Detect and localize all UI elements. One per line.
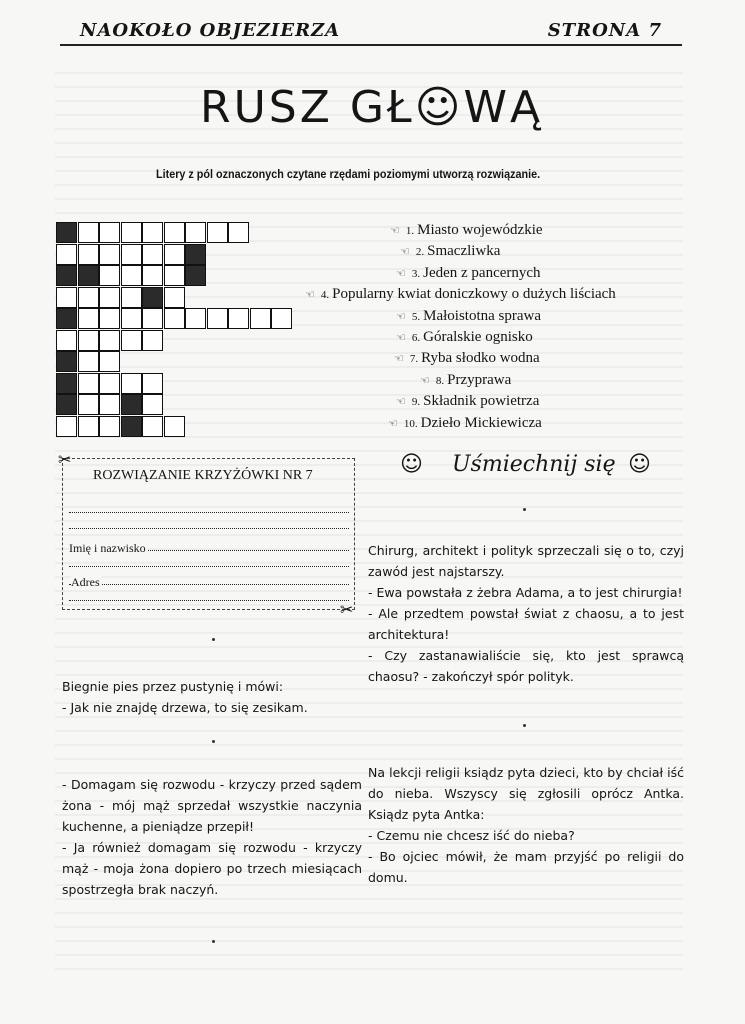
crossword-cell[interactable] xyxy=(56,308,77,329)
clue-text: Góralskie ognisko xyxy=(423,329,533,345)
separator-dot xyxy=(523,724,526,727)
pointing-hand-icon: ☜ xyxy=(388,417,398,430)
crossword-cell[interactable] xyxy=(56,416,77,437)
address-line[interactable] xyxy=(69,583,349,585)
crossword-cell[interactable] xyxy=(78,287,99,308)
crossword-cell[interactable] xyxy=(121,394,142,415)
pointing-hand-icon: ☜ xyxy=(400,246,410,259)
crossword-cell[interactable] xyxy=(142,222,163,243)
separator-dot xyxy=(212,940,215,943)
crossword-cell[interactable] xyxy=(78,351,99,372)
crossword-cell[interactable] xyxy=(228,308,249,329)
crossword-cell[interactable] xyxy=(164,244,185,265)
clue-item xyxy=(394,350,540,367)
joke-religia xyxy=(368,762,684,888)
smiley-icon-right: ☺ xyxy=(628,452,651,477)
pointing-hand-icon: ☜ xyxy=(305,289,315,302)
clue-item xyxy=(400,243,500,260)
crossword-cell[interactable] xyxy=(185,308,206,329)
crossword-instructions: Litery z pól oznaczonych czytane rzędami poziomymi utworzą rozwiązanie. xyxy=(156,167,541,181)
separator-dot xyxy=(212,740,215,743)
clue-text: Małoistotna sprawa xyxy=(423,307,542,324)
clue-number: 2. xyxy=(415,246,425,259)
joke-line: - Czemu nie chcesz iść do nieba? xyxy=(368,828,575,843)
clue-text: Ryba słodko wodna xyxy=(421,350,540,367)
clue-item xyxy=(305,286,616,303)
crossword-cell[interactable] xyxy=(99,308,120,329)
joke-line: - Ale przedtem powstał świat z chaosu, a to jest architektura! xyxy=(368,606,684,642)
crossword-cell[interactable] xyxy=(56,394,77,415)
publication-title: NAOKOŁO OBJEZIERZA xyxy=(80,20,341,41)
clue-number: 7. xyxy=(409,353,419,366)
joke-line: - Czy zastanawialiście się, kto jest sprawcą chaosu? - zakończył spór polityk. xyxy=(368,648,684,684)
joke-line: Biegnie pies przez pustynię i mówi: xyxy=(62,679,284,694)
crossword-cell[interactable] xyxy=(142,265,163,286)
crossword-cell[interactable] xyxy=(78,373,99,394)
smiley-icon-left: ☺ xyxy=(400,452,423,477)
clue-item xyxy=(388,415,542,432)
crossword-cell[interactable] xyxy=(142,330,163,351)
crossword-cell[interactable] xyxy=(78,394,99,415)
crossword-cell[interactable] xyxy=(121,416,142,437)
page-title: RUSZ GŁ☺WĄ xyxy=(200,82,544,133)
crossword-cell[interactable] xyxy=(142,287,163,308)
address-line-2[interactable] xyxy=(69,599,349,601)
crossword-cell[interactable] xyxy=(56,373,77,394)
clue-number: 6. xyxy=(411,332,421,344)
crossword-cell[interactable] xyxy=(56,330,77,351)
clue-text: Dzieło Mickiewicza xyxy=(420,414,542,431)
clue-number: 5. xyxy=(411,310,421,323)
joke-line: - Bo ojciec mówił, że mam przyjść po religii do domu. xyxy=(368,849,684,885)
clue-item xyxy=(396,265,541,282)
crossword-cell[interactable] xyxy=(121,222,142,243)
crossword-cell[interactable] xyxy=(121,244,142,265)
joke-rozwod xyxy=(62,774,362,900)
page-number: STRONA 7 xyxy=(547,20,662,41)
crossword-cell[interactable] xyxy=(185,265,206,286)
jokes-heading: Uśmiechnij się xyxy=(452,452,616,477)
pointing-hand-icon: ☜ xyxy=(396,396,406,409)
clue-number: 3. xyxy=(411,267,421,280)
clue-item xyxy=(390,222,543,239)
joke-line: - Domagam się rozwodu - krzyczy przed sądem żona - mój mąż sprzedał wszystkie naczynia kuchenne, a pieniądze przepił! xyxy=(62,777,362,834)
crossword-cell[interactable] xyxy=(99,244,120,265)
clue-text: Przyprawa xyxy=(447,371,512,388)
joke-line: Chirurg, architekt i polityk sprzeczali się o to, czyj zawód jest najstarszy. xyxy=(368,543,684,579)
crossword-cell[interactable] xyxy=(99,416,120,437)
pointing-hand-icon: ☜ xyxy=(396,332,406,344)
joke-chirurg xyxy=(368,540,684,687)
crossword-cell[interactable] xyxy=(164,416,185,437)
scissors-icon: ✂ xyxy=(58,450,72,469)
joke-line: - Jak nie znajdę drzewa, to się zesikam. xyxy=(62,700,308,715)
crossword-cell[interactable] xyxy=(56,351,77,372)
crossword-cell[interactable] xyxy=(121,287,142,308)
crossword-cell[interactable] xyxy=(228,222,249,243)
pointing-hand-icon: ☜ xyxy=(396,267,406,280)
crossword-cell[interactable] xyxy=(99,287,120,308)
crossword-cell[interactable] xyxy=(121,330,142,351)
answer-line[interactable] xyxy=(69,511,349,513)
crossword-cell[interactable] xyxy=(185,222,206,243)
crossword-cell[interactable] xyxy=(121,373,142,394)
pointing-hand-icon: ☜ xyxy=(390,225,400,237)
clue-text: Popularny kwiat doniczkowy o dużych liściach xyxy=(332,286,616,303)
crossword-cell[interactable] xyxy=(56,265,77,286)
clue-text: Składnik powietrza xyxy=(423,393,540,410)
pointing-hand-icon: ☜ xyxy=(420,374,430,387)
clue-item xyxy=(396,308,541,325)
crossword-cell[interactable] xyxy=(121,265,142,286)
crossword-cell[interactable] xyxy=(56,287,77,308)
pointing-hand-icon: ☜ xyxy=(394,353,404,366)
page-header xyxy=(60,18,682,46)
crossword-cell[interactable] xyxy=(78,265,99,286)
name-line-2[interactable] xyxy=(69,565,349,567)
crossword-cell[interactable] xyxy=(164,308,185,329)
coupon-title: ROZWIĄZANIE KRZYŻÓWKI NR 7 xyxy=(93,468,313,483)
crossword-cell[interactable] xyxy=(78,416,99,437)
crossword-cell[interactable] xyxy=(78,308,99,329)
clue-number: 8. xyxy=(435,374,445,387)
joke-line: - Ewa powstała z żebra Adama, a to jest chirurgia! xyxy=(368,585,683,600)
crossword-cell[interactable] xyxy=(78,222,99,243)
separator-dot xyxy=(523,508,526,511)
joke-line: Na lekcji religii ksiądz pyta dzieci, kto by chciał iść do nieba. Wszyscy się zgłosili oprócz Antka. Ksiądz pyta Antka: xyxy=(368,765,684,822)
clue-number: 4. xyxy=(320,289,330,302)
crossword-cell[interactable] xyxy=(78,330,99,351)
crossword-cell[interactable] xyxy=(56,244,77,265)
crossword-cell[interactable] xyxy=(164,265,185,286)
crossword-cell[interactable] xyxy=(142,373,163,394)
crossword-cell[interactable] xyxy=(99,373,120,394)
clue-item xyxy=(396,329,533,346)
crossword-cell[interactable] xyxy=(142,416,163,437)
scissors-icon-bottom: ✂ xyxy=(340,600,354,619)
name-label: Imię i nazwisko xyxy=(69,541,146,555)
crossword-cell[interactable] xyxy=(164,222,185,243)
clue-text: Jeden z pancernych xyxy=(423,264,541,281)
solution-coupon xyxy=(62,458,355,610)
crossword-cell[interactable] xyxy=(121,308,142,329)
crossword-cell[interactable] xyxy=(250,308,271,329)
crossword-cell[interactable] xyxy=(164,287,185,308)
crossword-cell[interactable] xyxy=(56,222,77,243)
clue-item xyxy=(396,393,539,410)
crossword-cell[interactable] xyxy=(271,308,292,329)
crossword-cell[interactable] xyxy=(142,244,163,265)
address-label: Adres xyxy=(71,575,100,589)
crossword-cell[interactable] xyxy=(207,308,228,329)
clue-number: 9. xyxy=(411,396,421,409)
clue-text: Smaczliwka xyxy=(427,243,501,260)
clue-text: Miasto wojewódzkie xyxy=(417,222,543,238)
separator-dot xyxy=(212,638,215,641)
crossword-cell[interactable] xyxy=(99,222,120,243)
crossword-cell[interactable] xyxy=(207,222,228,243)
crossword-cell[interactable] xyxy=(99,265,120,286)
crossword-cell[interactable] xyxy=(142,308,163,329)
clue-number: 10. xyxy=(403,417,418,430)
crossword-cell[interactable] xyxy=(78,244,99,265)
crossword-cell[interactable] xyxy=(99,330,120,351)
crossword-cell[interactable] xyxy=(185,244,206,265)
crossword-cell[interactable] xyxy=(99,351,120,372)
clue-number: 1. xyxy=(405,225,415,237)
joke-line: - Ja również domagam się rozwodu - krzyczy mąż - moja żona dopiero po trzech miesiącach spostrzegła brak naczyń. xyxy=(62,840,362,897)
crossword-cell[interactable] xyxy=(142,394,163,415)
clue-item xyxy=(420,372,511,389)
pointing-hand-icon: ☜ xyxy=(396,310,406,323)
answer-line-2[interactable] xyxy=(69,527,349,529)
crossword-cell[interactable] xyxy=(99,394,120,415)
joke-pies xyxy=(62,676,362,718)
